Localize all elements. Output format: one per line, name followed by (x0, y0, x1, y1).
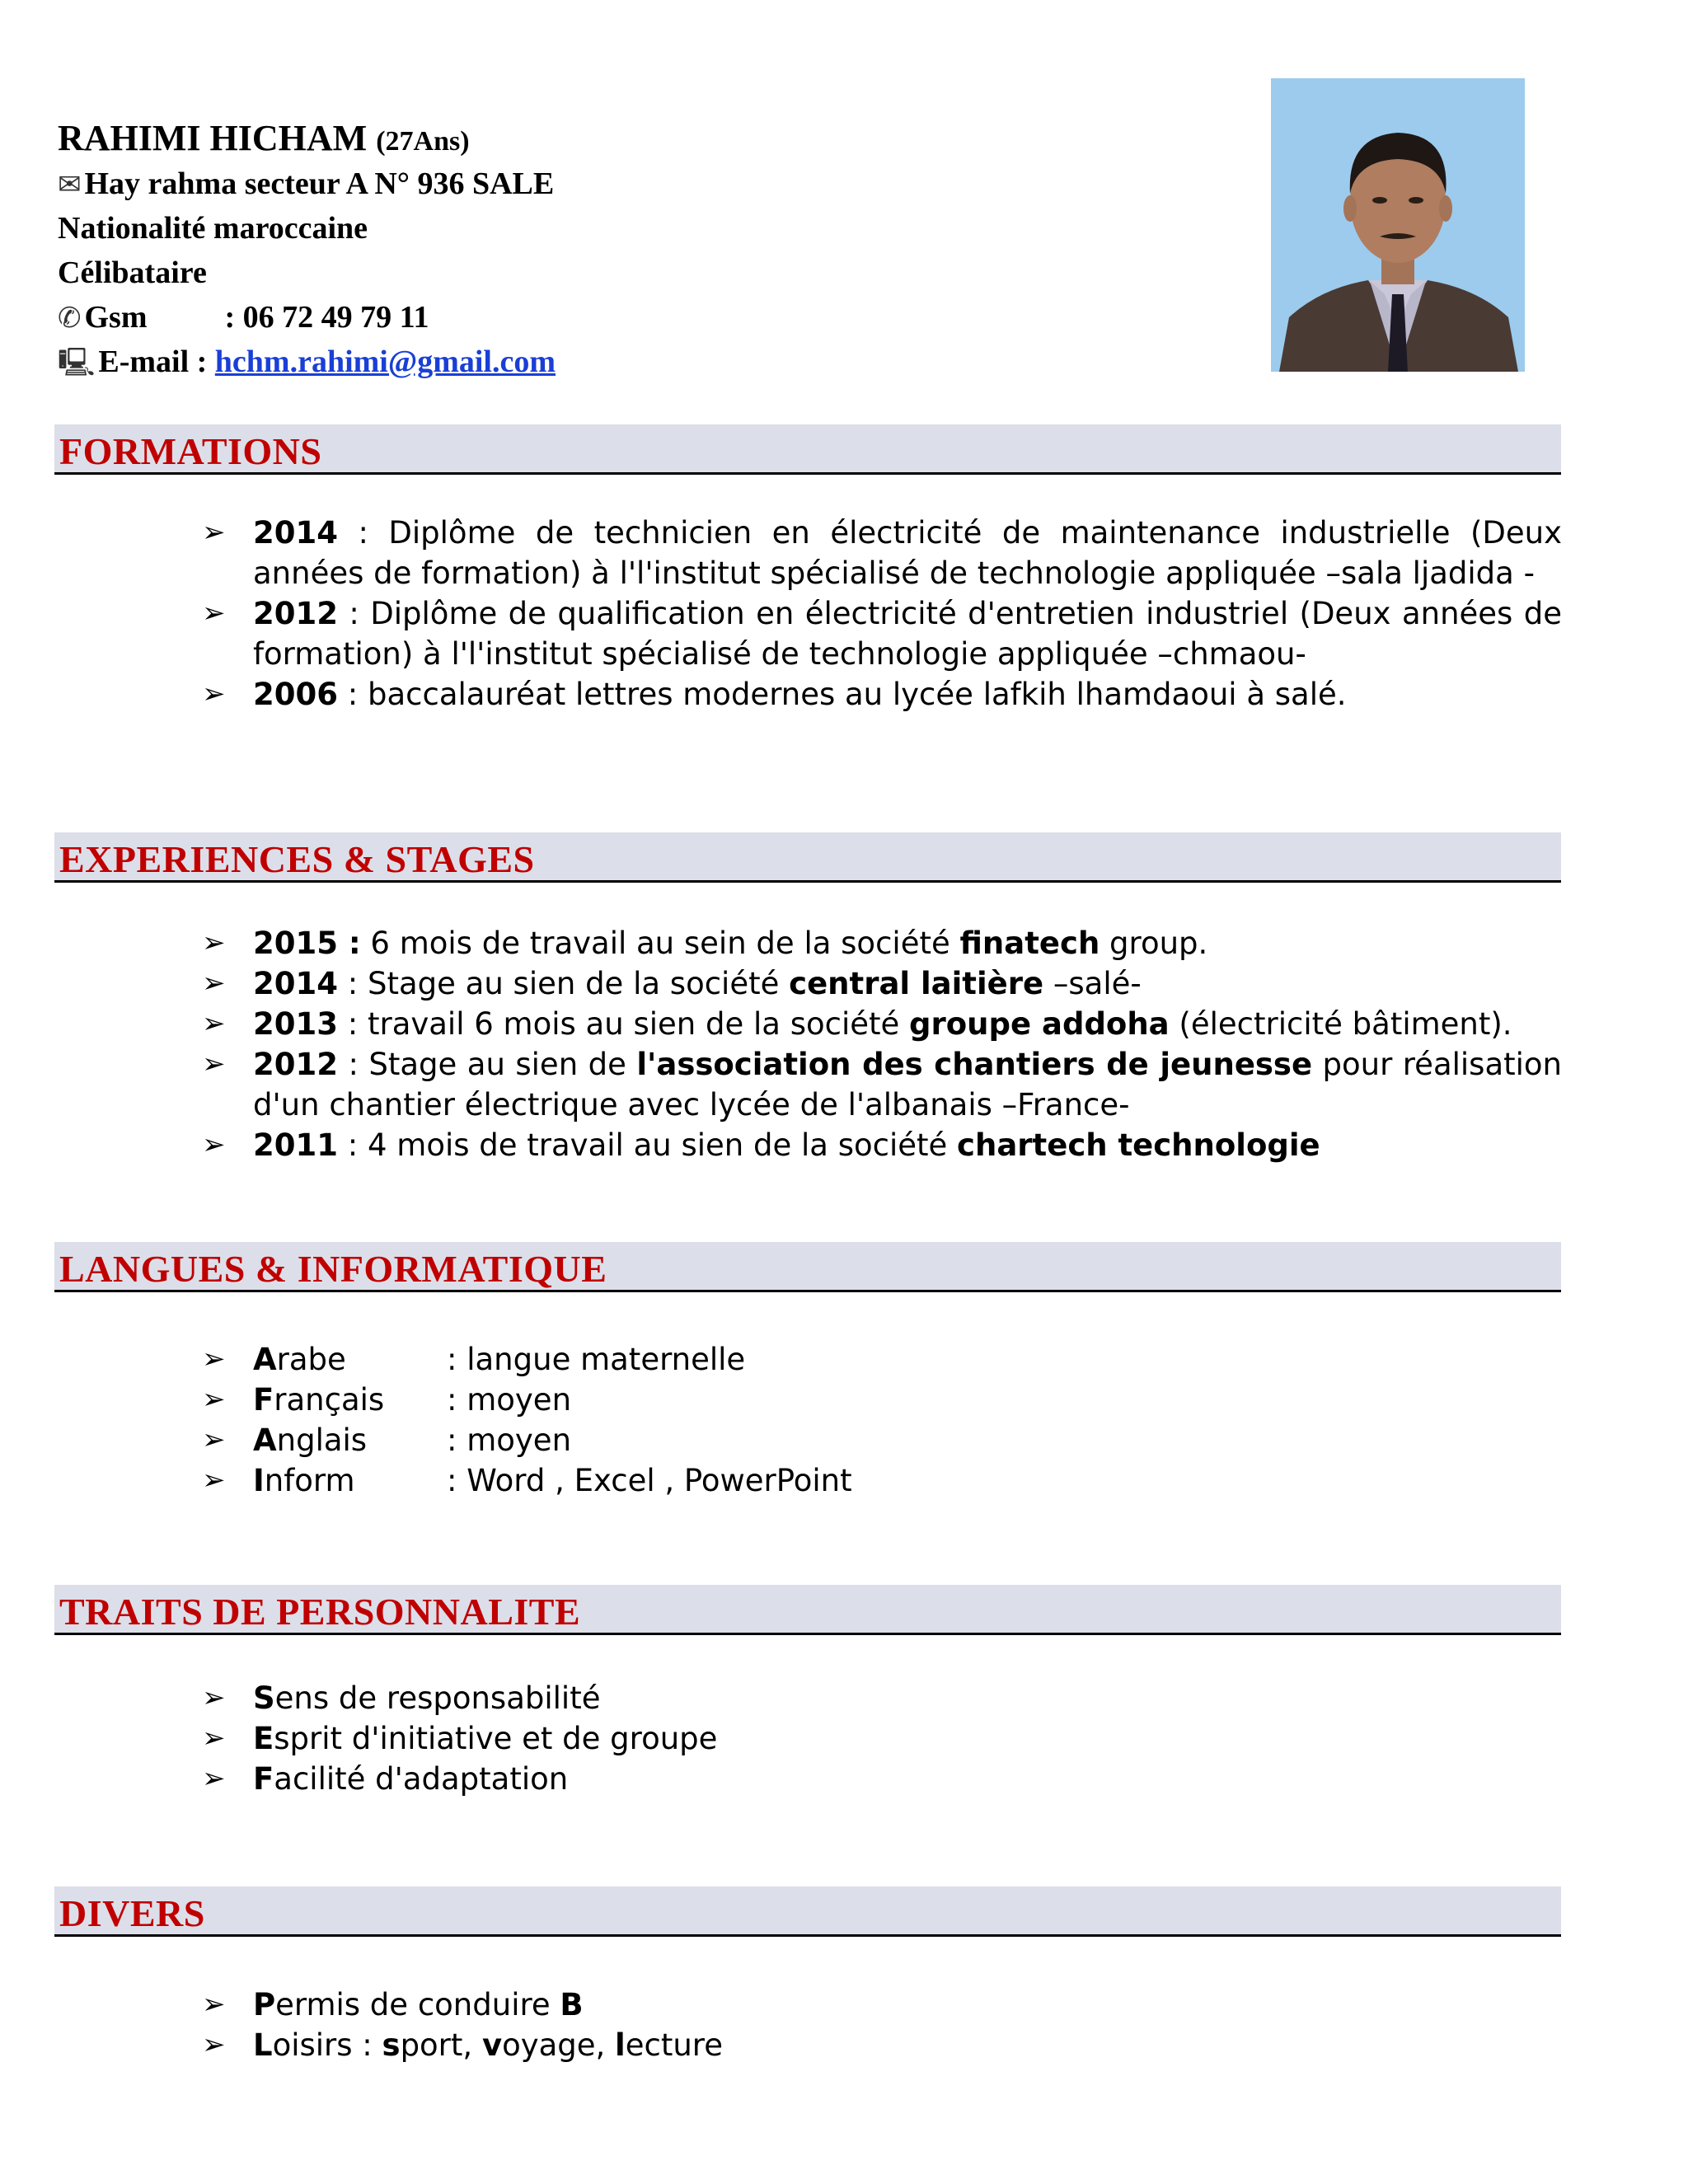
initial: A (253, 1342, 277, 1377)
initial: I (253, 1463, 265, 1498)
section-title: DIVERS (59, 1892, 205, 1934)
email-link[interactable]: hchm.rahimi@gmail.com (214, 344, 556, 379)
list-item (202, 593, 1562, 674)
item-year: 2014 (253, 966, 338, 1001)
item-year: 2011 (253, 1127, 338, 1163)
item-text: : Diplôme de qualification en électricité d'entretien industriel (Deux années de formation) à l'l'institut spécialisé de technologie appliquée –chmaou- (253, 596, 1562, 672)
section-divers-header (54, 1886, 1561, 1937)
name-rest: nform (264, 1463, 355, 1498)
initial: E (253, 1721, 274, 1756)
language-name (253, 1339, 447, 1380)
list-item (202, 1460, 1562, 1501)
initial: P (253, 1987, 276, 2022)
list-item (202, 1004, 1562, 1044)
language-level: : moyen (447, 1382, 572, 1418)
language-level: : moyen (447, 1422, 572, 1458)
initial: F (253, 1761, 274, 1797)
hobby-text: oyage, (502, 2027, 616, 2063)
arrow-bullet-icon: ➢ (202, 2028, 226, 2061)
initial: S (253, 1680, 275, 1716)
computer-icon: 🖳 (58, 346, 96, 379)
arrow-bullet-icon: ➢ (202, 1423, 226, 1456)
name-rest: nglais (276, 1422, 368, 1458)
permis-category: B (560, 1987, 584, 2022)
loisirs-label: oisirs : (272, 2027, 382, 2063)
item-text: : Stage au sien de la société (337, 966, 790, 1001)
list-item (202, 1759, 1562, 1799)
language-level: : Word , Excel , PowerPoint (447, 1463, 852, 1498)
address-text: Hay rahma secteur A N° 936 SALE (84, 166, 555, 201)
initial: s (382, 2027, 401, 2063)
arrow-bullet-icon: ➢ (202, 1464, 226, 1497)
arrow-bullet-icon: ➢ (202, 1007, 226, 1040)
hobby-text: port, (400, 2027, 482, 2063)
item-year: 2013 (253, 1006, 338, 1042)
section-traits-header (54, 1585, 1561, 1635)
section-experiences-header (54, 832, 1561, 883)
initial: F (253, 1382, 274, 1418)
item-text: 6 mois de travail au sein de la société (360, 926, 960, 961)
phone-value: : 06 72 49 79 11 (224, 300, 429, 335)
item-year: 2006 (253, 677, 338, 712)
phone-icon: ✆ (58, 302, 82, 335)
phone-label: Gsm (84, 300, 148, 335)
list-item (202, 674, 1562, 715)
initial: l (615, 2027, 626, 2063)
list-item (202, 1380, 1562, 1420)
arrow-bullet-icon: ➢ (202, 1988, 226, 2021)
arrow-bullet-icon: ➢ (202, 1383, 226, 1416)
candidate-age: (27Ans) (376, 126, 470, 157)
arrow-bullet-icon: ➢ (202, 1762, 226, 1795)
list-item (202, 1718, 1562, 1759)
item-text: –salé- (1043, 966, 1142, 1001)
initial: L (253, 2027, 273, 2063)
section-title: FORMATIONS (59, 430, 322, 472)
item-company: central laitière (789, 966, 1044, 1001)
email-line (58, 340, 1212, 384)
trait-text: ens de responsabilité (274, 1680, 601, 1716)
item-text: (électricité bâtiment). (1169, 1006, 1512, 1042)
list-item (202, 1339, 1562, 1380)
section-title: TRAITS DE PERSONNALITE (59, 1591, 581, 1633)
item-text: : 4 mois de travail au sien de la société (337, 1127, 958, 1163)
trait-text: acilité d'adaptation (274, 1761, 569, 1797)
hobby-text: ecture (625, 2027, 723, 2063)
permis-text: ermis de conduire (275, 1987, 560, 2022)
section-formations-header (54, 424, 1561, 475)
arrow-bullet-icon: ➢ (202, 597, 226, 630)
section-langues-header (54, 1242, 1561, 1292)
list-item (202, 1044, 1562, 1125)
arrow-bullet-icon: ➢ (202, 1343, 226, 1376)
name-rest: rabe (276, 1342, 346, 1377)
experiences-list (202, 923, 1562, 1165)
initial: A (253, 1422, 277, 1458)
profile-photo (1271, 78, 1525, 372)
language-level: : langue maternelle (447, 1342, 746, 1377)
language-name (253, 1420, 447, 1460)
initial: v (481, 2027, 503, 2063)
list-item (202, 513, 1562, 593)
section-title: EXPERIENCES & STAGES (59, 838, 535, 880)
arrow-bullet-icon: ➢ (202, 1128, 226, 1161)
status-line: Célibataire (58, 255, 207, 290)
list-item (202, 2025, 1562, 2065)
list-item (202, 1985, 1562, 2025)
email-label: E-mail : (98, 344, 208, 379)
item-text: pour réalisation d'un chantier électrique avec lycée de l'albanais –France- (253, 1047, 1563, 1122)
arrow-bullet-icon: ➢ (202, 967, 226, 1000)
arrow-bullet-icon: ➢ (202, 516, 226, 549)
arrow-bullet-icon: ➢ (202, 1722, 226, 1755)
divers-list (202, 1985, 1562, 2065)
trait-text: sprit d'initiative et de groupe (274, 1721, 718, 1756)
list-item (202, 1420, 1562, 1460)
list-item (202, 923, 1562, 963)
item-company: chartech technologie (957, 1127, 1320, 1163)
langues-list (202, 1339, 1562, 1501)
cv-header (58, 115, 1212, 384)
candidate-name: RAHIMI HICHAM (58, 118, 368, 158)
phone-line (58, 295, 1212, 340)
item-year: 2012 (253, 596, 338, 631)
name-line (58, 115, 1212, 162)
name-rest: rançais (274, 1382, 385, 1418)
item-company: finatech (959, 926, 1100, 961)
language-name (253, 1460, 447, 1501)
nationality-line: Nationalité maroccaine (58, 211, 368, 246)
item-company: l'association des chantiers de jeunesse (636, 1047, 1313, 1082)
language-name (253, 1380, 447, 1420)
item-year: 2012 (253, 1047, 338, 1082)
item-text: : Diplôme de technicien en électricité de maintenance industrielle (Deux années de formation) à l'l'institut spécialisé de technologie appliquée –sala ljadida - (253, 515, 1562, 591)
arrow-bullet-icon: ➢ (202, 1681, 226, 1714)
section-title: LANGUES & INFORMATIQUE (59, 1248, 607, 1290)
item-text: : baccalauréat lettres modernes au lycée lafkih lhamdaoui à salé. (337, 677, 1347, 712)
traits-list (202, 1678, 1562, 1799)
arrow-bullet-icon: ➢ (202, 1047, 226, 1080)
formations-list (202, 513, 1562, 715)
address-line (58, 162, 1212, 206)
list-item (202, 1125, 1562, 1165)
item-text: group. (1100, 926, 1208, 961)
item-year: 2015 : (253, 926, 361, 961)
item-text: : travail 6 mois au sien de la société (337, 1006, 910, 1042)
item-text: : Stage au sien de (337, 1047, 637, 1082)
arrow-bullet-icon: ➢ (202, 677, 226, 710)
list-item (202, 1678, 1562, 1718)
list-item (202, 963, 1562, 1004)
item-year: 2014 (253, 515, 338, 551)
envelope-icon: ✉ (58, 168, 82, 201)
item-company: groupe addoha (909, 1006, 1170, 1042)
arrow-bullet-icon: ➢ (202, 926, 226, 959)
